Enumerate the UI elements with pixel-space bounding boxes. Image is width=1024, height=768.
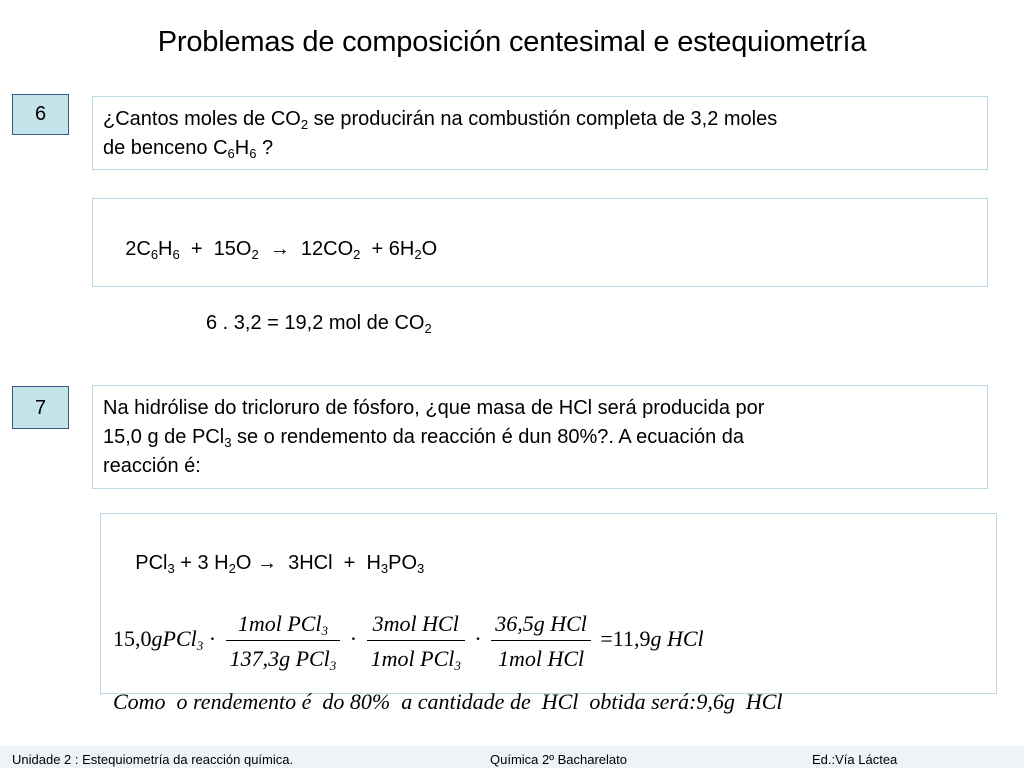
subscript: 2 <box>300 117 309 132</box>
text: 3HCl + H <box>276 552 381 574</box>
denominator <box>367 641 465 673</box>
denominator <box>226 641 341 673</box>
subscript: 2 <box>424 321 432 336</box>
footer-right: Ed.:Vía Láctea <box>812 752 898 767</box>
text: H <box>234 137 250 159</box>
subscript: 3 <box>224 435 232 450</box>
subscript: 2 <box>251 247 259 262</box>
subscript: 6 <box>172 247 180 262</box>
problem-number-badge <box>12 94 69 135</box>
question-line: Na hidrólise do tricloruro de fósforo, ¿que masa de HCl será producida por <box>103 397 765 419</box>
question-line: reacción é: <box>103 455 201 477</box>
subscript: 6 <box>249 146 257 161</box>
text: 2C <box>125 238 151 260</box>
answer-box <box>100 513 997 714</box>
text: + 15O <box>179 238 252 260</box>
question-line <box>103 134 977 163</box>
arrow-icon: → <box>256 552 277 574</box>
subscript: 6 <box>227 146 235 161</box>
numerator: 3mol HCl <box>367 609 465 641</box>
subscript: 3 <box>321 623 329 638</box>
question-box <box>92 96 988 170</box>
footer <box>0 746 1024 768</box>
text: PO <box>388 552 418 574</box>
text: se producirán na combustión completa de 3,2 moles <box>308 108 778 130</box>
text: ? <box>256 137 274 159</box>
conversion-fraction <box>491 609 591 673</box>
subscript: 2 <box>353 247 361 262</box>
result-value: =11,9 <box>600 626 651 652</box>
text: 12CO <box>300 238 354 260</box>
problem-number-badge <box>12 386 69 429</box>
text: 15,0 g de PCl <box>103 426 225 448</box>
text: 137,3g PCl <box>229 646 330 671</box>
calculation-line <box>103 309 977 338</box>
multiply-dot: · <box>474 626 482 652</box>
text: ¿Cantos moles de CO <box>103 108 301 130</box>
footer-left: Unidade 2 : Estequiometría da reacción química. <box>12 752 294 767</box>
text: se o rendemento da reacción é dun 80%?. A ecuación da <box>231 426 745 448</box>
text: de benceno C <box>103 137 228 159</box>
text: 15,0 <box>113 626 152 652</box>
subscript: 2 <box>414 247 422 262</box>
problem-number: 6 <box>34 103 47 125</box>
text: H <box>158 238 173 260</box>
conversion-fraction <box>226 609 341 673</box>
problem-number: 7 <box>34 397 47 419</box>
conversion-fraction <box>367 609 465 673</box>
text: gPCl <box>151 626 197 652</box>
text: 6 . 3,2 = 19,2 mol de CO <box>206 312 425 334</box>
arrow-icon: → <box>258 238 301 260</box>
conclusion-line: Como o rendemento é do 80% a cantidade de HCl obtida será:9,6g HCl <box>113 689 783 714</box>
numerator <box>226 609 341 641</box>
multiply-dot: · <box>208 626 217 652</box>
subscript: 3 <box>417 561 425 576</box>
page-title: Problemas de composición centesimal e estequiometría <box>157 26 867 58</box>
subscript: 6 <box>150 247 159 262</box>
text: + 6H <box>360 238 415 260</box>
question-line <box>103 423 977 452</box>
subscript: 3 <box>380 561 389 576</box>
question-line <box>103 105 977 134</box>
text: O <box>421 238 438 260</box>
footer-center: Química 2º Bacharelato <box>490 752 627 767</box>
multiply-dot: · <box>349 626 358 652</box>
subscript: 3 <box>454 658 461 673</box>
text: O <box>235 552 257 574</box>
answer-box <box>92 198 988 336</box>
numerator: 36,5g HCl <box>491 609 591 641</box>
text: PCl <box>135 552 168 574</box>
text: g HCl <box>650 626 704 652</box>
subscript: 2 <box>228 561 236 576</box>
chemical-equation <box>103 206 977 293</box>
text: + 3 H <box>174 552 229 574</box>
subscript: 3 <box>167 561 175 576</box>
stoichiometry-calculation <box>113 609 984 673</box>
text: 1mol PCl <box>237 611 322 636</box>
question-box <box>92 385 988 489</box>
subscript: 3 <box>196 638 204 654</box>
subscript: 3 <box>329 658 337 673</box>
chemical-equation <box>113 520 984 607</box>
text: 1mol PCl <box>370 646 455 671</box>
denominator: 1mol HCl <box>497 646 585 671</box>
